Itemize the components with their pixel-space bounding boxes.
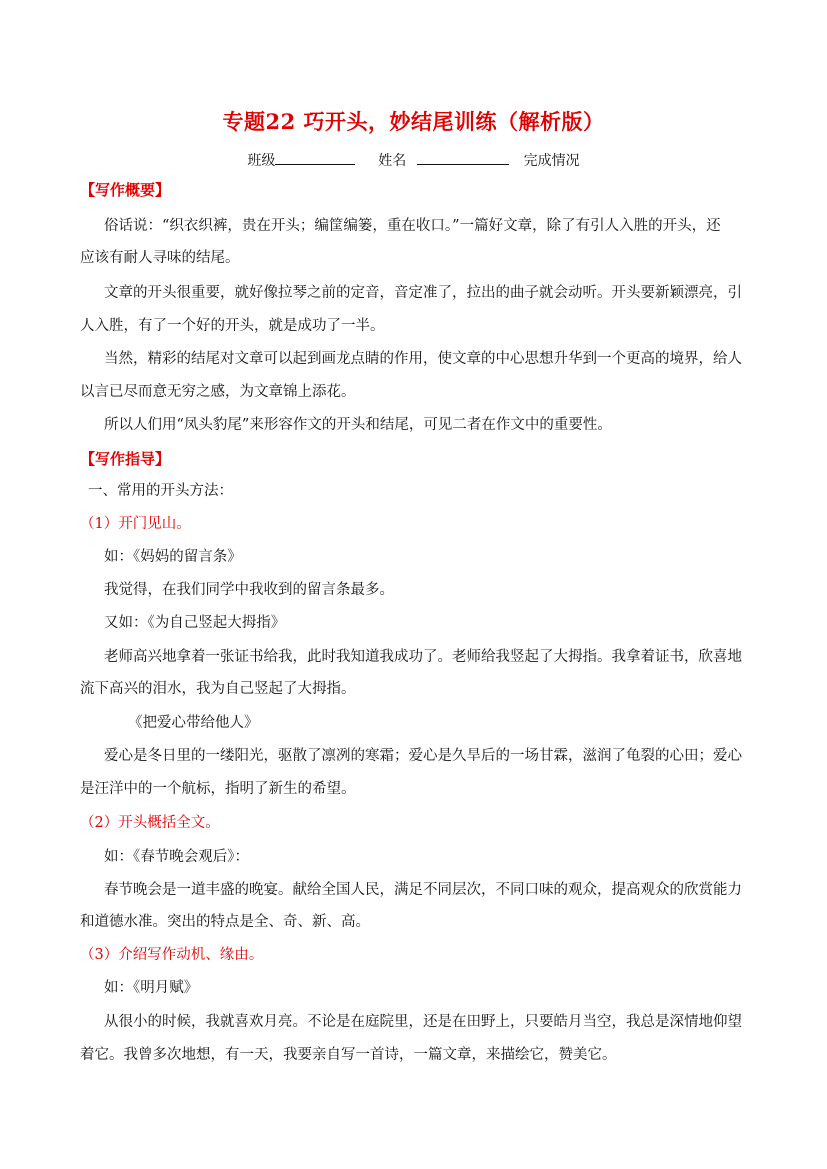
name-blank [417, 150, 509, 165]
example-text: 春节晚会是一道丰盛的晚宴。献给全国人民，满足不同层次，不同口味的观众，提高观众的欣赏能力 [104, 882, 742, 898]
example-title: 《把爱心带给他人》 [128, 715, 259, 731]
example-text: 和道德水准。突出的特点是全、奇、新、高。 [80, 914, 370, 930]
guide-heading: 【写作指导】 [80, 450, 171, 468]
subsection-title: 一、常用的开头方法： [88, 483, 233, 499]
page-title: 专题22 巧开头，妙结尾训练（解析版） [222, 109, 605, 134]
name-label: 姓名 [378, 153, 407, 169]
example-title: 如：《春节晚会观后》： [104, 849, 249, 865]
example-text: 是汪洋中的一个航标，指明了新生的希望。 [80, 781, 356, 797]
paragraph-line: 所以人们用“凤头豹尾”来形容作文的开头和结尾，可见二者在作文中的重要性。 [104, 417, 612, 433]
paragraph-line: 人入胜，有了一个好的开头，就是成功了一半。 [80, 318, 385, 334]
paragraph-line: 文章的开头很重要，就好像拉琴之前的定音，音定准了，拉出的曲子就会动听。开头要新颖漂亮，引 [104, 285, 742, 301]
paragraph-line: 应该有耐人寻味的结尾。 [80, 250, 240, 266]
example-text: 流下高兴的泪水，我为自己竖起了大拇指。 [80, 681, 356, 697]
example-text: 着它。我曾多次地想，有一天，我要亲自写一首诗，一篇文章，来描绘它，赞美它。 [80, 1047, 617, 1063]
example-title: 如：《明月赋》 [104, 980, 199, 996]
example-title: 如：《妈妈的留言条》 [104, 549, 242, 565]
class-label: 班级 [247, 153, 276, 169]
method-title: （3）介绍写作动机、缘由。 [80, 947, 264, 963]
method-title: （1）开门见山。 [80, 516, 191, 532]
example-title: 又如：《为自己竖起大拇指》 [104, 615, 286, 631]
example-text: 爱心是冬日里的一缕阳光，驱散了凛冽的寒霜；爱心是久旱后的一场甘霖，滋润了龟裂的心田；爱心 [104, 748, 742, 764]
overview-heading: 【写作概要】 [80, 181, 171, 199]
class-blank [275, 150, 355, 165]
student-info-line [0, 150, 827, 170]
method-title: （2）开头概括全文。 [80, 815, 220, 831]
example-text: 从很小的时候，我就喜欢月亮。不论是在庭院里，还是在田野上，只要皓月当空，我总是深情地仰望 [104, 1014, 742, 1030]
status-label: 完成情况 [523, 153, 580, 169]
example-text: 老师高兴地拿着一张证书给我，此时我知道我成功了。老师给我竖起了大拇指。我拿着证书，欣喜地 [104, 649, 742, 665]
paragraph-line: 当然，精彩的结尾对文章可以起到画龙点睛的作用，使文章的中心思想升华到一个更高的境界，给人 [104, 351, 742, 367]
paragraph-line: 俗话说：“织衣织裤，贵在开头；编筐编篓，重在收口。”一篇好文章，除了有引人入胜的开头，还 [104, 218, 721, 234]
paragraph-line: 以言已尽而意无穷之感，为文章锦上添花。 [80, 384, 356, 400]
example-text: 我觉得，在我们同学中我收到的留言条最多。 [104, 582, 394, 598]
